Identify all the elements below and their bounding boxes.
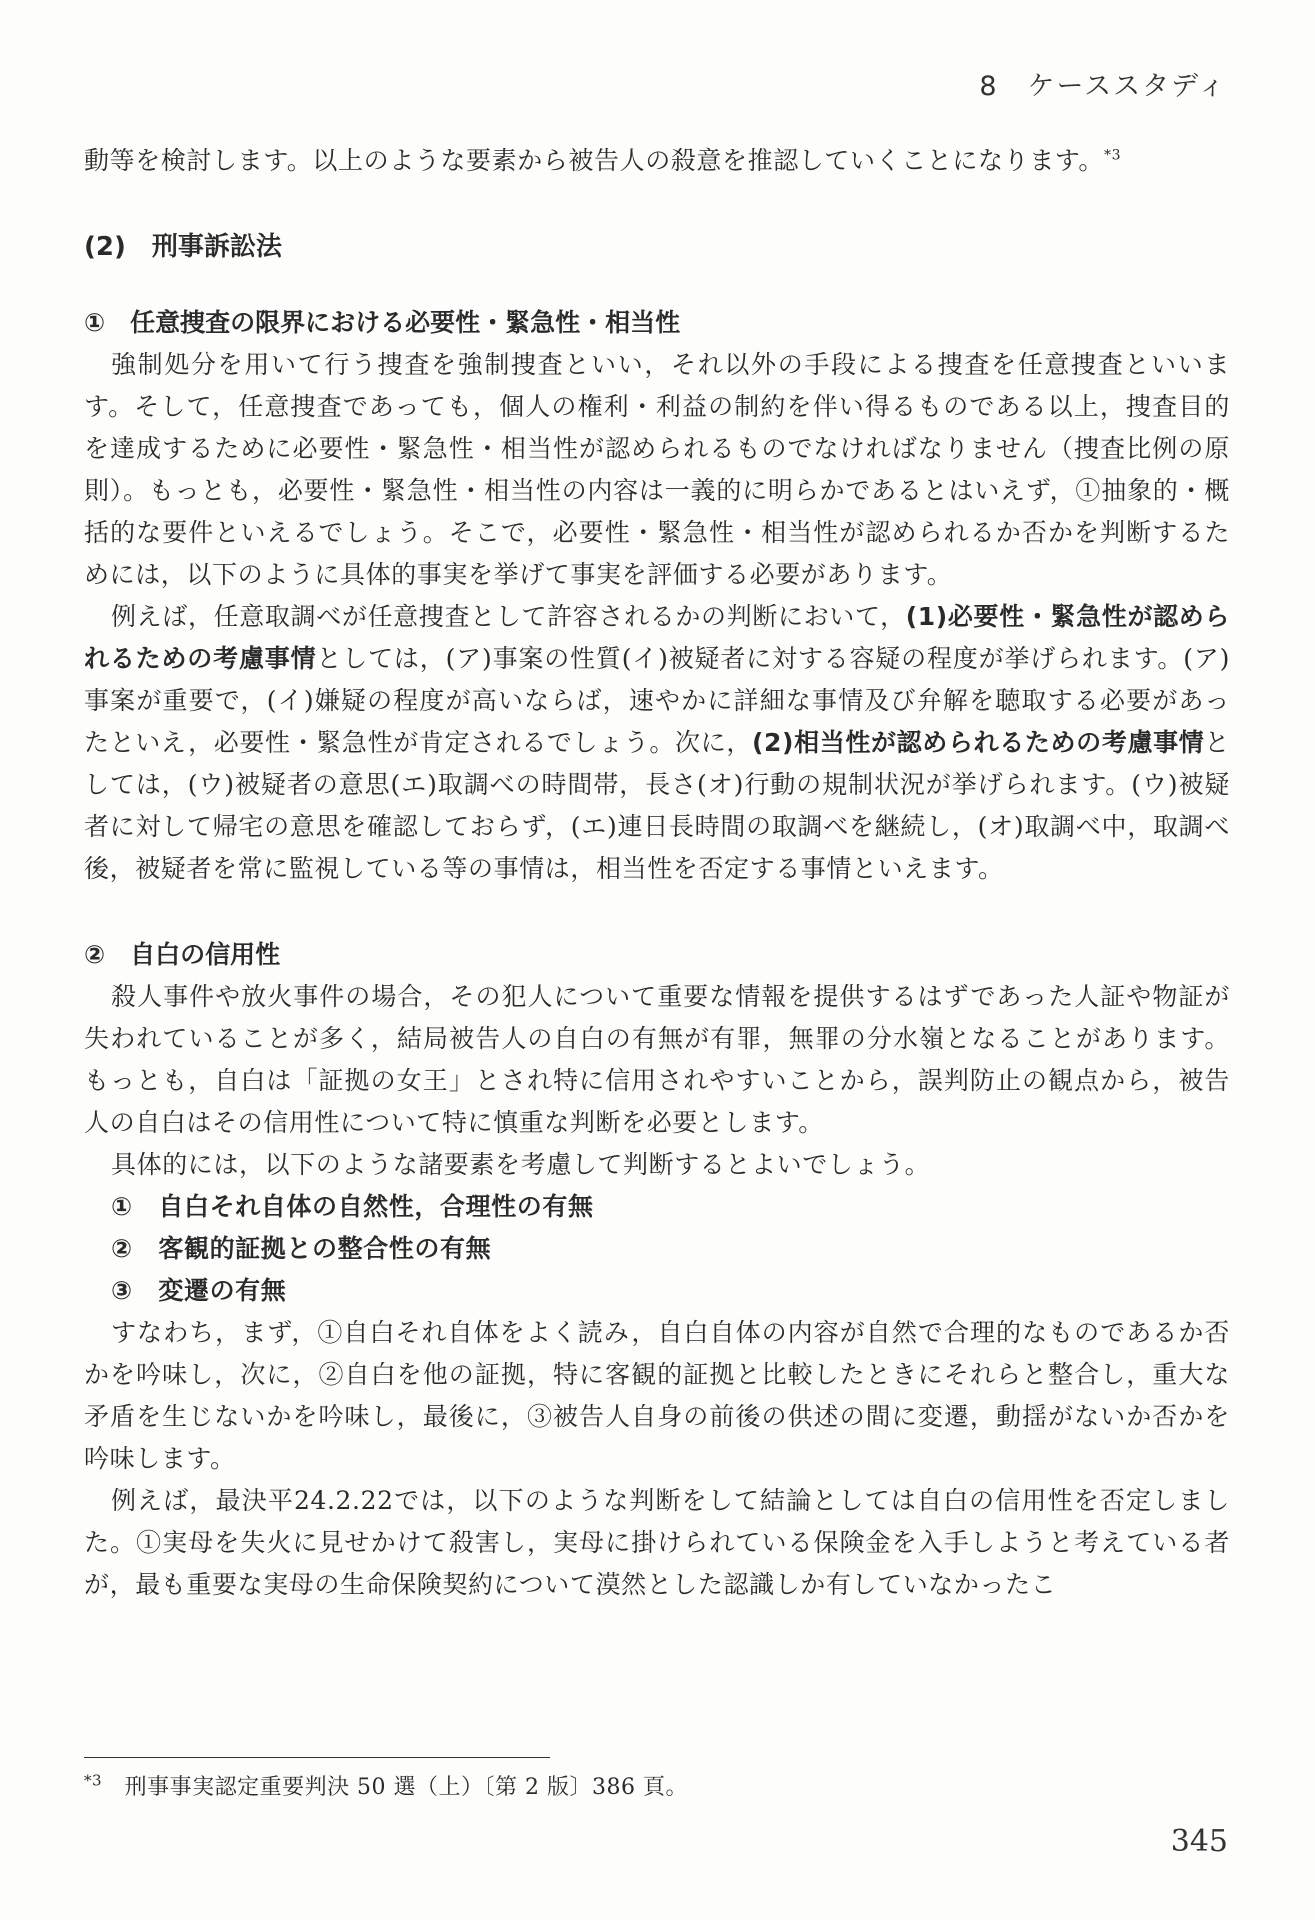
footnote-divider [84, 1757, 550, 1758]
subsection-heading-confession-credibility: ② 自白の信用性 [84, 940, 281, 969]
paragraph-text: としては，(ウ)被疑者の意思(エ)取調べの時間帯，長さ(オ)行動の規制状況が挙げられます。(ウ)被疑者に対して帰宅の意思を確認しておらず，(エ)連日長時間の取調べを継続し，(オ)取調べ中，取調べ後，被疑者を常に監視している等の事情は，相当性を否定する事情といえます。 [84, 728, 1230, 883]
paragraph-case-example: 例えば，最決平24.2.22では，以下のような判断をして結論としては自白の信用性を否定しました。①実母を失火に見せかけて殺害し，実母に掛けられている保険金を入手しようと考えている者が，最も重要な実母の生命保険契約について漠然とした認識しか有していなかったこ [84, 1486, 1230, 1599]
page-body [84, 140, 1230, 1606]
subsection-heading-voluntary-investigation: ① 任意捜査の限界における必要性・緊急性・相当性 [84, 308, 681, 337]
paragraph-voluntary-investigation: 強制処分を用いて行う捜査を強制捜査といい，それ以外の手段による捜査を任意捜査といいます。そして，任意捜査であっても，個人の権利・利益の制約を伴い得るものである以上，捜査目的を達成するために必要性・緊急性・相当性が認められるものでなければなりません（捜査比例の原則）。もっとも，必要性・緊急性・相当性の内容は一義的に明らかであるとはいえず，①抽象的・概括的な要件といえるでしょう。そこで，必要性・緊急性・相当性が認められるか否かを判断するためには，以下のように具体的事実を挙げて事実を評価する必要があります。 [84, 350, 1230, 589]
factor-item: ① 自白それ自体の自然性，合理性の有無 [111, 1192, 594, 1221]
section-heading-criminal-procedure: (2) 刑事訴訟法 [84, 232, 282, 262]
page-number: 345 [1170, 1824, 1228, 1859]
footnote-text: 刑事事実認定重要判決 50 選（上）〔第 2 版〕386 頁。 [124, 1775, 689, 1800]
intro-text: 動等を検討します。以上のような要素から被告人の殺意を推認していくことになります。 [84, 146, 1105, 175]
running-head: 8 ケーススタディ [979, 71, 1227, 102]
paragraph-confession-intro: 殺人事件や放火事件の場合，その犯人について重要な情報を提供するはずであった人証や物証が失われていることが多く，結局被告人の自白の有無が有罪，無罪の分水嶺となることがあります。もっとも，自白は「証拠の女王」とされ特に信用されやすいことから，誤判防止の観点から，被告人の自白はその信用性について特に慎重な判断を必要とします。 [84, 982, 1230, 1137]
paragraph-text: としては，(ア)事案の性質(イ)被疑者に対する容疑の程度が挙げられます。(ア)事案が重要で，(イ)嫌疑の程度が高いならば，速やかに詳細な事情及び弁解を聴取する必要があったといえ，必要性・緊急性が肯定されるでしょう。次に， [84, 644, 1230, 757]
bold-phrase-necessity: (1)必要性・緊急性が認められるための考慮事情 [84, 602, 1230, 673]
paragraph-text: 例えば，任意取調べが任意捜査として許容されるかの判断において， [111, 602, 906, 631]
bold-phrase-reasonableness: (2)相当性が認められるための考慮事情 [752, 728, 1205, 757]
footnote [84, 1772, 688, 1804]
paragraph-example-interrogation [84, 596, 1230, 890]
section-spacer [84, 890, 1230, 934]
factor-item: ③ 変遷の有無 [111, 1276, 287, 1305]
paragraph-factors-intro: 具体的には，以下のような諸要素を考慮して判断するとよいでしょう。 [111, 1150, 931, 1179]
intro-paragraph [84, 140, 1230, 182]
footnote-mark: *3 [84, 1771, 103, 1790]
factor-item: ② 客観的証拠との整合性の有無 [111, 1234, 492, 1263]
paragraph-factors-explained: すなわち，まず，①自白それ自体をよく読み，自白自体の内容が自然で合理的なものであるか否かを吟味し，次に，②自白を他の証拠，特に客観的証拠と比較したときにそれらと整合し，重大な矛盾を生じないかを吟味し，最後に，③被告人自身の前後の供述の間に変遷，動揺がないか否かを吟味します。 [84, 1318, 1230, 1473]
footnote-reference[interactable]: *3 [1104, 147, 1122, 164]
